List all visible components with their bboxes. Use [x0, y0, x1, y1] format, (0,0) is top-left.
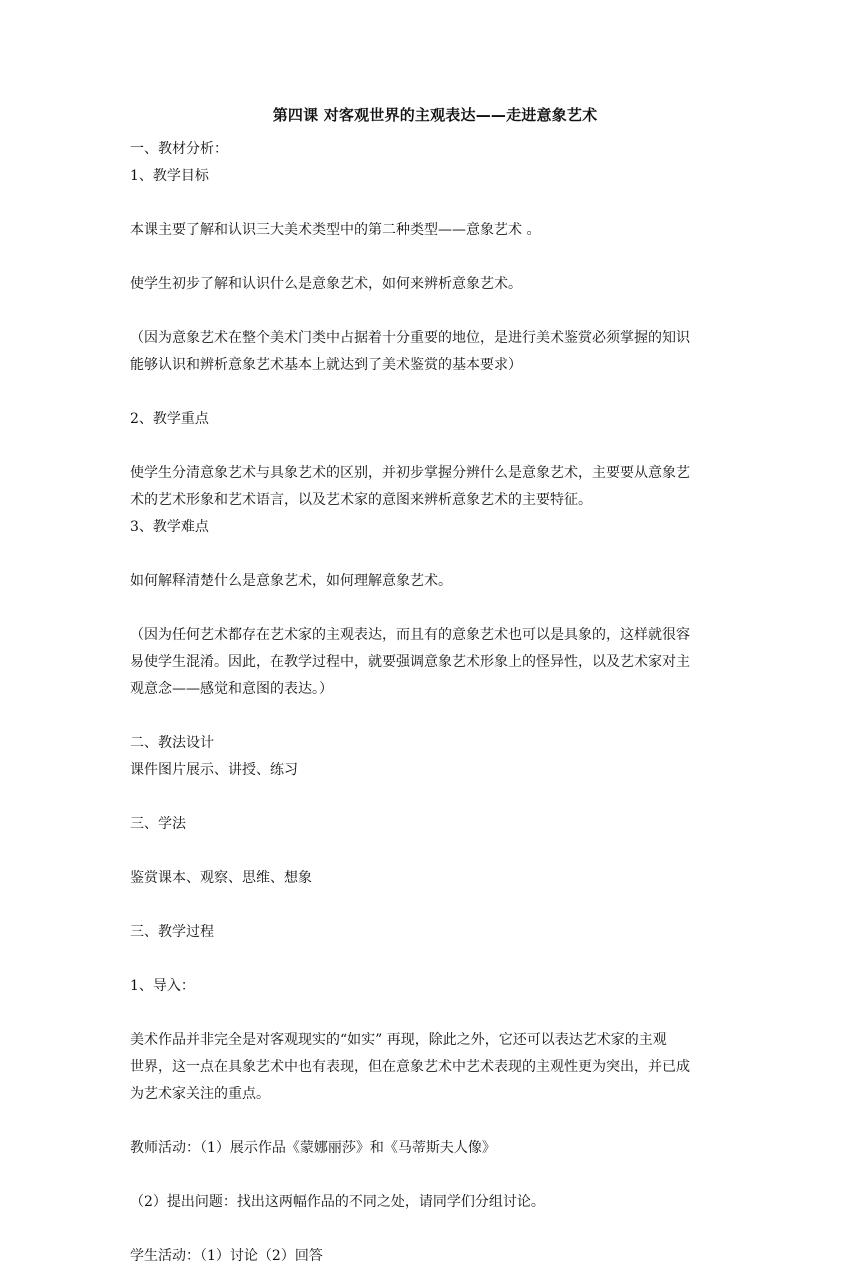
difficulty-paragraph-2-line-2: 易使学生混淆。因此，在教学过程中，就要强调意象艺术形象上的怪异性，以及艺术家对主 — [130, 654, 690, 670]
spacer — [130, 703, 740, 730]
intro-paragraph-line-3: 为艺术家关注的重点。 — [130, 1086, 270, 1102]
method-design-body: 课件图片展示、讲授、练习 — [130, 762, 298, 778]
difficulty-paragraph-1: 如何解释清楚什么是意象艺术，如何理解意象艺术。 — [130, 573, 452, 589]
difficulty-paragraph-2-line-3: 观意念——感觉和意图的表达。） — [130, 681, 333, 697]
spacer — [130, 190, 740, 217]
learning-method-body: 鉴赏课本、观察、思维、想象 — [130, 870, 312, 886]
subheading-teaching-goals: 1、教学目标 — [130, 168, 209, 184]
page-title: 第四课 对客观世界的主观表达——走进意象艺术 — [272, 106, 598, 124]
spacer — [130, 838, 740, 865]
spacer — [130, 784, 740, 811]
goal-paragraph-1: 本课主要了解和认识三大美术类型中的第二种类型——意象艺术 。 — [130, 222, 541, 238]
focus-paragraph-line-2: 术的艺术形象和艺术语言，以及艺术家的意图来辨析意象艺术的主要特征。 — [130, 492, 592, 508]
spacer — [130, 298, 740, 325]
spacer — [130, 1162, 740, 1189]
spacer — [130, 244, 740, 271]
student-activity-1: 学生活动：（1）讨论（2）回答 — [130, 1248, 323, 1264]
goal-paragraph-3-line-1: （因为意象艺术在整个美术门类中占据着十分重要的地位，是进行美术鉴赏必须掌握的知识 — [130, 330, 690, 346]
goal-paragraph-3-line-2: 能够认识和辨析意象艺术基本上就达到了美术鉴赏的基本要求） — [130, 357, 522, 373]
spacer — [130, 946, 740, 973]
goal-paragraph-2: 使学生初步了解和认识什么是意象艺术，如何来辨析意象艺术。 — [130, 276, 522, 292]
subheading-introduction: 1、导入： — [130, 978, 195, 994]
document-body — [130, 100, 740, 1270]
section-heading-teaching-process: 三、教学过程 — [130, 924, 214, 940]
spacer — [130, 379, 740, 406]
subheading-teaching-difficulty: 3、教学难点 — [130, 519, 209, 535]
section-heading-method-design: 二、教法设计 — [130, 735, 214, 751]
spacer — [130, 541, 740, 568]
teacher-activity-1: 教师活动：（1）展示作品《蒙娜丽莎》和《马蒂斯夫人像》 — [130, 1140, 496, 1156]
focus-paragraph-line-1: 使学生分清意象艺术与具象艺术的区别，并初步掌握分辨什么是意象艺术，主要要从意象艺 — [130, 465, 690, 481]
subheading-teaching-focus: 2、教学重点 — [130, 411, 209, 427]
spacer — [130, 1216, 740, 1243]
spacer — [130, 433, 740, 460]
section-heading-learning-method: 三、学法 — [130, 816, 186, 832]
difficulty-paragraph-2-line-1: （因为任何艺术都存在艺术家的主观表达，而且有的意象艺术也可以是具象的，这样就很容 — [130, 627, 690, 643]
intro-paragraph-line-1: 美术作品并非完全是对客观现实的“如实” 再现，除此之外，它还可以表达艺术家的主观 — [130, 1032, 667, 1048]
intro-paragraph-line-2: 世界，这一点在具象艺术中也有表现，但在意象艺术中艺术表现的主观性更为突出，并已成 — [130, 1059, 690, 1075]
spacer — [130, 1108, 740, 1135]
teacher-activity-2: （2）提出问题：找出这两幅作品的不同之处，请同学们分组讨论。 — [130, 1194, 545, 1210]
spacer — [130, 1000, 740, 1027]
spacer — [130, 892, 740, 919]
section-heading-materials: 一、教材分析： — [130, 141, 228, 157]
spacer — [130, 595, 740, 622]
